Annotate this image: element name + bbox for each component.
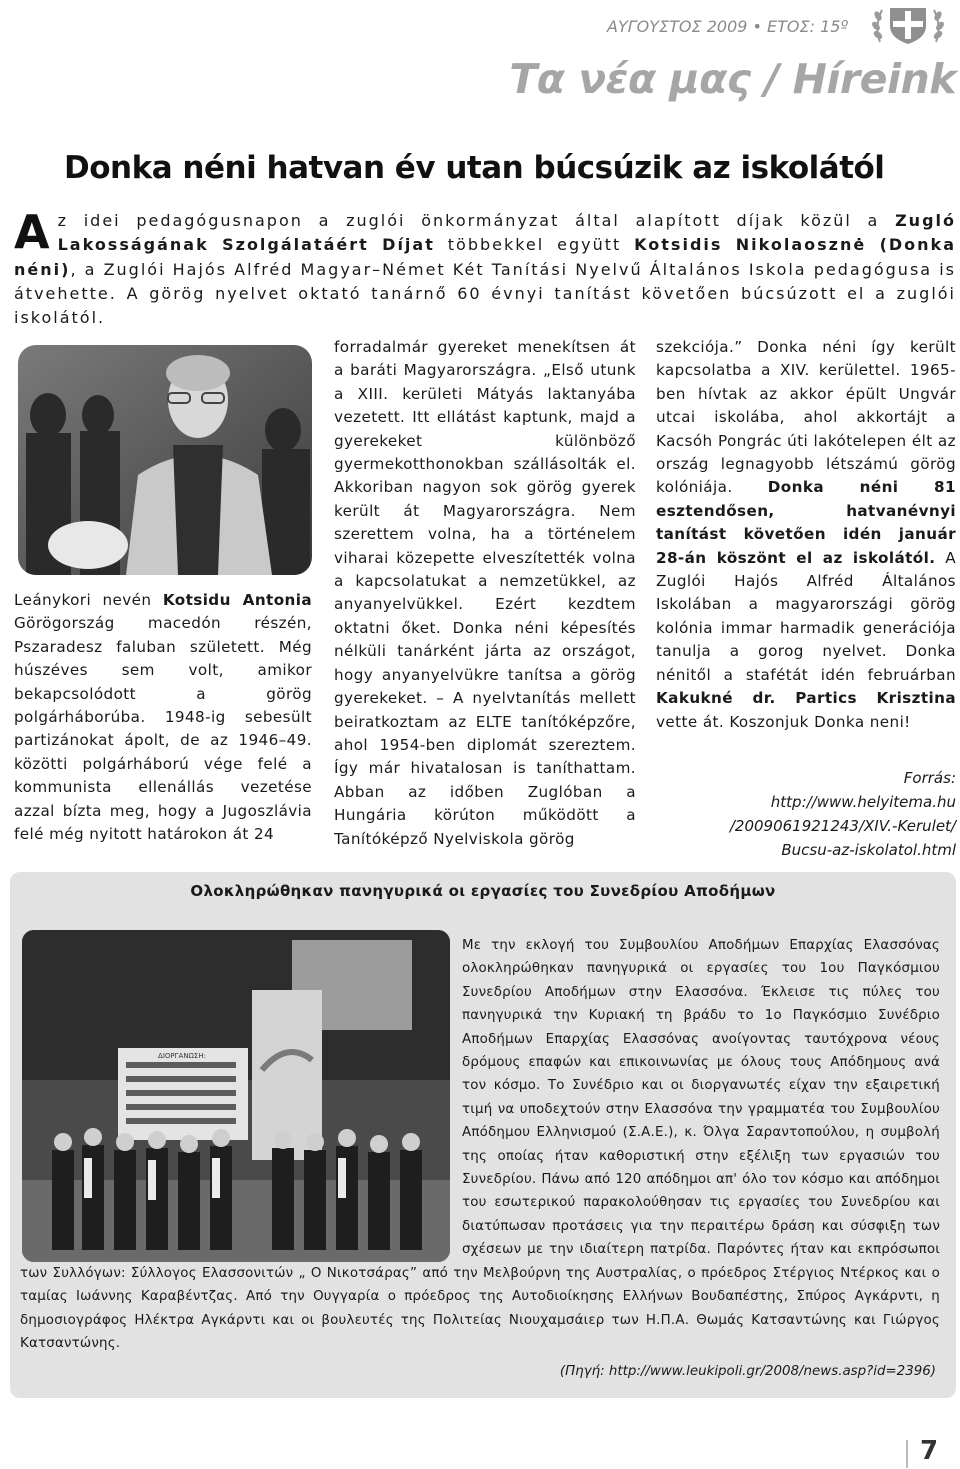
intro-text: többekkel együtt bbox=[434, 235, 635, 255]
issue-date: ΑΥΓΟΥΣΤΟΣ 2009 • ΕΤΟΣ: 15º bbox=[607, 17, 848, 36]
source-link[interactable]: Bucsu-az-iskolatol.html bbox=[781, 841, 956, 859]
source-link[interactable]: /2009061921243/XIV.-Kerulet/ bbox=[729, 817, 956, 835]
column-text: szekciója.” Donka néni így került kapcsolatba a XIV. kerülettel. 1965-ben hívtak az akkor épült Ungvár utcai iskolába, ahol akkortájt a Kacsóh Pongrác úti lakótelepen élt az ország legnagyobb létszámú görög kolóniája. bbox=[656, 338, 956, 497]
article-headline: Donka néni hatvan év utan búcsúzik az iskolától bbox=[64, 150, 885, 186]
donka-neni-photo bbox=[18, 345, 312, 575]
article-column-2: forradalmár gyereket menekítsen át a baráti Magyarországra. „Első utunk a XIII. kerületi Mátyás laktanyába vezetett. Itt ellátást kaptunk, majd a gyerekeket különböző gyermekotthonokban szállásolták el. Akkoriban nagyon sok görög gyerek került át Magyarországra. Nem szerettem volna, ha a történelem viharai közepette elveszítették volna a kapcsolatukat a nemzetükkel, az anyanyelvükkel. Ezért kezdtem oktatni őket. Donka néni képesítés nélküli tanárként járta az országot, hogy anyanyelvükre tanítsa a görög gyerekeket. – A nyelvtanítás mellett beiratkoztam az ELTE tanítóképzőre, ahol 1954-ben diplomát szereztem. Így már hivatalosan is taníthattam. Abban az időben Zuglóban a Hungária körúton működött a Tanítóképző Nyelviskola görög bbox=[334, 338, 636, 848]
article-source bbox=[656, 766, 956, 862]
source-link[interactable]: http://www.helyitema.hu bbox=[770, 793, 956, 811]
photo-spacer bbox=[20, 934, 462, 1256]
article-column-1 bbox=[14, 589, 312, 846]
intro-bold-name: Kotsidis Nikolaosznė (Donka néni) bbox=[14, 235, 956, 279]
column-bold-text: Donka néni 81 esztendősen, hatvanévnyi tanítást követően idén január 28-án köszönt el az iskolától. bbox=[656, 478, 956, 567]
intro-text: z idei pedagógusnapon a zuglói önkormányzat által alapított díjak közül a bbox=[57, 211, 896, 230]
page-number-divider bbox=[906, 1440, 908, 1468]
column-text: A Zuglói Hajós Alfréd Általános Iskolában a magyarországi görög kolónia immar harmadik generációja tanulja a gorog nyelvet. Donka nénitől a stafétát idén februárban bbox=[656, 548, 956, 684]
article-intro bbox=[14, 205, 956, 330]
column-bold-name: Kotsidu Antonia bbox=[162, 591, 312, 609]
source-label: Forrás: bbox=[903, 769, 956, 787]
svg-text:ΔΙΟΡΓΑΝΩΣΗ:: ΔΙΟΡΓΑΝΩΣΗ: bbox=[158, 1052, 206, 1060]
news-box-source: (Πηγή: http://www.leukipoli.gr/2008/news.asp?id=2396) bbox=[559, 1364, 936, 1379]
news-box-title: Ολοκληρώθηκαν πανηγυρικά οι εργασίες του Συνεδρίου Αποδήμων bbox=[190, 882, 776, 900]
article-column-3 bbox=[656, 336, 956, 734]
greek-flag-laurel-emblem-icon bbox=[868, 2, 948, 48]
column-text: Görögország macedón részén, Pszaradesz faluban született. Még húszéves sem volt, amikor bekapcsolódott a görög polgárháborúba. 1948-ig sebesült partizánokat ápolt, de az 1946–49. közötti polgárháború vége felé a kommunista ellenállás vezetése azzal bízta meg, hogy a Jugoszlávia felé még nyitott határokon át 24 bbox=[14, 614, 312, 844]
news-box-body bbox=[20, 934, 940, 1355]
intro-bold-award: Zugló Lakosságának Szolgálatáért Díjat bbox=[57, 211, 956, 255]
column-text: vette át. Koszonjuk Donka neni! bbox=[656, 712, 911, 731]
drop-cap: A bbox=[14, 205, 52, 259]
column-bold-name: Kakukné dr. Partics Krisztina bbox=[656, 689, 956, 708]
section-title: Τα νέα μας / Híreink bbox=[509, 55, 956, 103]
page-number: 7 bbox=[920, 1436, 939, 1466]
news-box-text: Με την εκλογή του Συμβουλίου Αποδήμων Επαρχίας Ελασσόνας ολοκληρώθηκαν πανηγυρικά οι εργασίες του 1ου Παγκόσμιου Συνεδρίου Αποδήμων στην Ελασσόνα. Έκλεισε τις πύλες του πανηγυρικά την Κυριακή τη βράδυ το 1ο Παγκόσμιο Συνέδριο Αποδήμων Επαρχίας Ελασσόνας ανοίγοντας ταυτόχρονα νέους δρόμους επαφών και επικοινωνίας με όλους τους Απόδημους ανά τον κόσμο. Το Συνέδριο και οι διοργανωτές είχαν την εξαιρετική τιμή να υποδεχτούν στην Ελασσόνα την γραμματέα του Συμβουλίου Απόδημου Ελληνισμού (Σ.Α.Ε.), κ. Όλγα Σαραντοπούλου, η συμβολή της οποίας ήταν καθοριστική στην εξέλιξη των εργασιών του Συνεδρίου. Πάνω από 120 απόδημοι απ' όλο τον κόσμο και απόδημοι του εσωτερικού παρακολούθησαν τις εργασίες του Συνεδρίου και διατύπωσαν προτάσεις για την περαιτέρω δράση και σύσφιξη των σχέσεων με την ιδιαίτερη πατρίδα. Παρόντες ήταν και εκπρόσωποι των Συλλόγων: Σύλλογος Ελασσονιτών „ Ο Νικοτσάρας” από την Μελβούρνη της Αυστραλίας, ο πρόεδρος Στέργιος Ντέρκος και ο ταμίας Ιωάννης Καραβέντζας. Από την Ουγγαρία ο πρόεδρος της Αυτοδιοίκησης Ελλήνων Βουδαπέστης, Σπύρος Αγκάρντι, η δημοσιογράφος Ηλέκτρα Αγκάρντι και οι βουλευτές της Πολιτείας Νιουχαμσάιερ των Η.Π.Α. Θωμάς Κατσαντώνης και Γιώργος Κατσαντώνης. bbox=[20, 938, 940, 1351]
column-text: Leánykori nevén bbox=[14, 591, 163, 609]
intro-text: , a Zuglói Hajós Alfréd Magyar–Német Két Tanítási Nyelvű Általános Iskola pedagógusa is átvehette. A görög nyelvet oktató tanárnő 60 évnyi tanítást követően búcsúzott el a zuglói iskolától. bbox=[14, 259, 956, 328]
